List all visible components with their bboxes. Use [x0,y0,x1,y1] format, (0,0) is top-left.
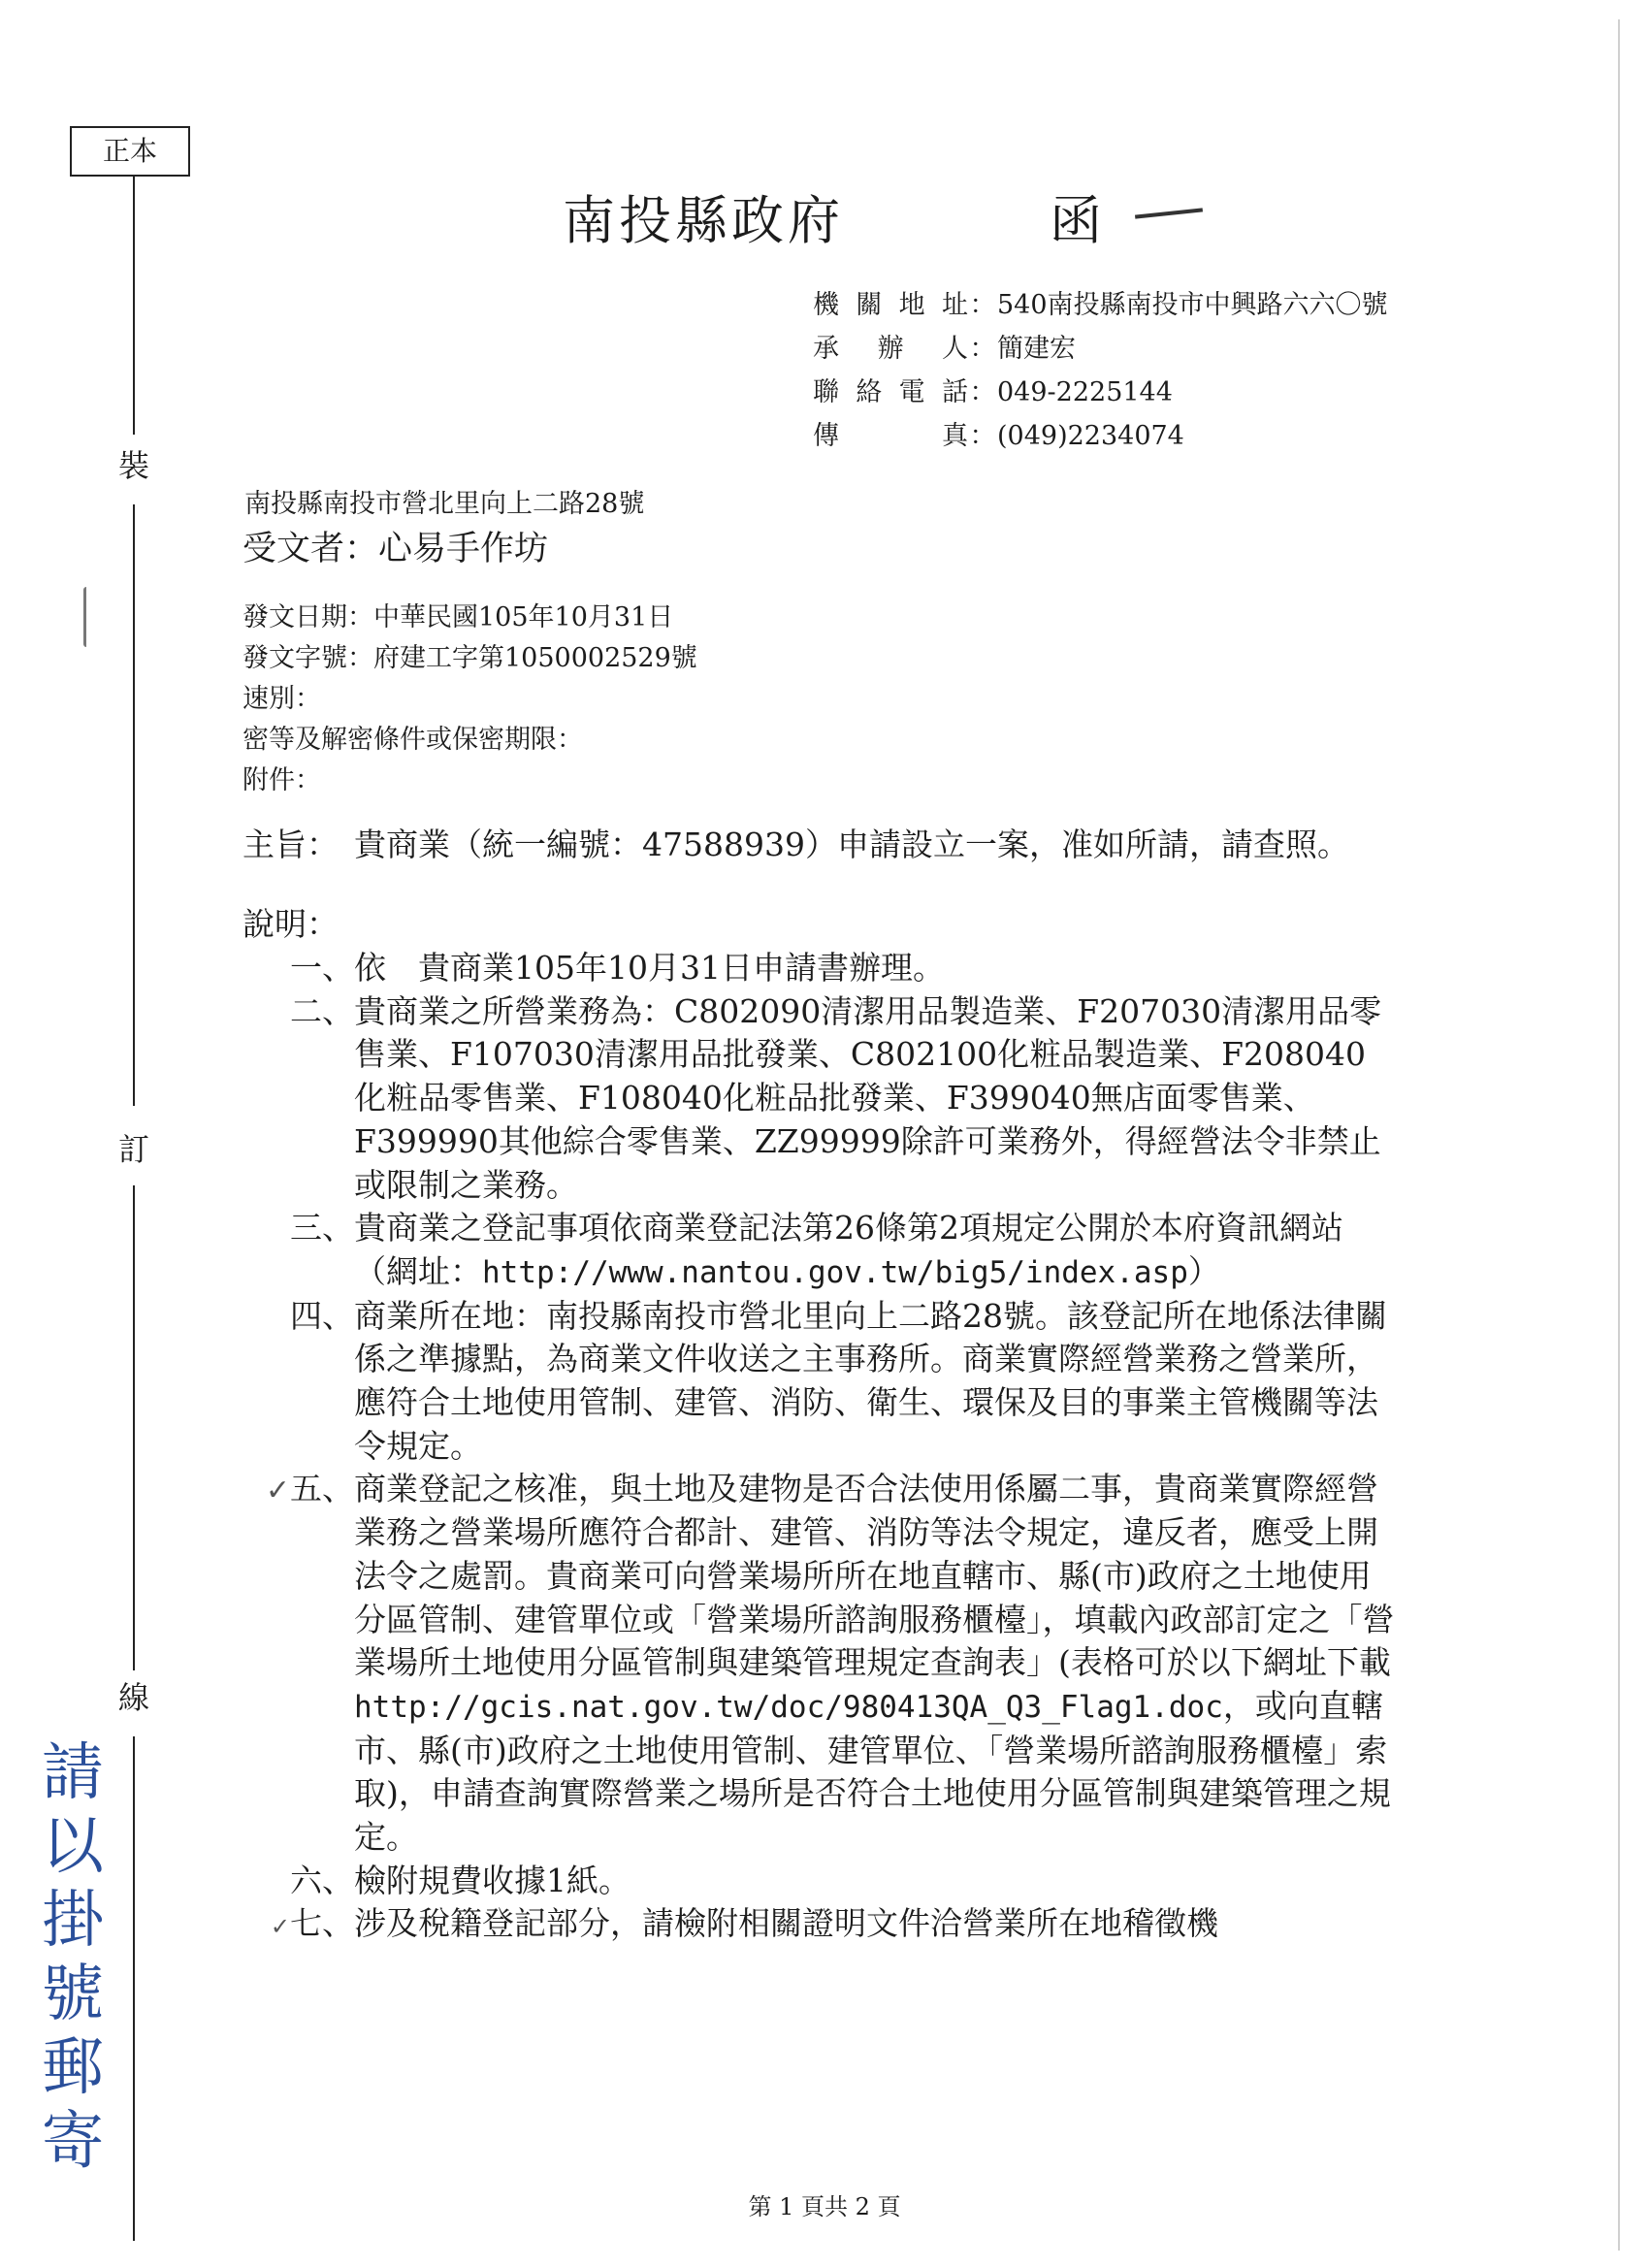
explanation-item: ✓五、 商業登記之核准，與土地及建物是否合法使用係屬二事，貴商業實際經營業務之營業場所應符合都計、建管、消防等法令規定，違反者，應受上開法令之處罰。貴商業可向營業場所所在地直轄市、縣(市)政府之土地使用分區管制、建管單位或「營業場所諮詢服務櫃檯」，填載內政部訂定之「營業場所土地使用分區管制與建築管理規定查詢表」(表格可於以下網址下載http://gcis.nat.gov.tw/doc/980413QA_Q3_Flag1.doc，或向直轄市、縣(市)政府之土地使用管制、建管單位、「營業場所諮詢服務櫃檯」索取)，申請查詢實際營業之場所是否符合土地使用分區管制與建築管理之規定。 [265,1470,1395,1857]
contact-label: 機 關 地 址 [813,290,968,320]
confidentiality: 密等及解密條件或保密期限： [242,725,583,755]
recipient-name: 受文者：心易手作坊 [242,530,549,568]
explanation-item: ✓七、 涉及稅籍登記部分，請檢附相關證明文件洽營業所在地稽徵機 [270,1904,1218,1943]
subject-label: 主旨： [242,826,339,863]
website-link[interactable]: http://www.nantou.gov.tw/big5/index.asp [482,1254,1188,1290]
explanation-item: 六、 檢附規費收據1紙。 [290,1861,630,1899]
binding-mark-xian: 線 [117,1679,149,1716]
explanation-item: 一、 依 貴商業105年10月31日申請書辦理。 [290,949,945,987]
contact-label: 聯 絡 電 話 [813,377,968,407]
urgency: 速別： [242,684,321,714]
page-edge [1618,19,1620,2251]
pen-stroke [1135,208,1203,218]
contact-fax: 傳 真 ： (049)2234074 [813,414,1388,458]
explanation-label: 說明： [242,905,339,943]
document-body [242,823,1397,1949]
subject [242,823,1397,867]
subject-text: 貴商業（統一編號：47588939）申請設立一案，准如所請，請查照。 [354,826,1349,863]
attachments: 附件： [242,765,321,795]
contact-value: 540南投縣南投市中興路六六〇號 [997,290,1388,320]
binding-mark-ding: 訂 [117,1131,149,1168]
agency-title: 南投縣政府 [563,190,844,251]
contact-phone: 聯 絡 電 話 ： 049-2225144 [813,371,1388,414]
contact-value: 簡建宏 [997,334,1076,364]
contact-value: 049-2225144 [997,377,1173,407]
form-download-link[interactable]: http://gcis.nat.gov.tw/doc/980413QA_Q3_Flag1.doc [354,1689,1223,1725]
binding-mark-zhuang: 裝 [117,447,149,484]
binding-line [133,1736,135,2241]
copy-label: 正本 [70,126,190,177]
check-mark: ✓ [265,1474,290,1508]
document-type: 函 [1050,190,1102,251]
contact-address: 機 關 地 址 ： 540南投縣南投市中興路六六〇號 [813,283,1388,327]
explanation-item: 四、 商業所在地：南投縣南投市營北里向上二路28號。該登記所在地係法律關係之準據點，為商業文件收送之主事務所。商業實際經營業務之營業所，應符合土地使用管制、建管、消防、衛生、環保及目的事業主管機關等法令規定。 [290,1296,1387,1465]
binding-line [133,1185,135,1670]
contact-value: (049)2234074 [997,421,1184,451]
binding-line [133,175,135,435]
document-meta [242,598,697,801]
binding-line [133,504,135,1106]
recipient-address: 南投縣南投市營北里向上二路28號 [244,489,645,519]
check-mark: ✓ [270,1913,290,1941]
contact-officer: 承 辦 人 ： 簡建宏 [813,327,1388,371]
issue-date: 發文日期：中華民國105年10月31日 [242,602,674,632]
document-number: 發文字號：府建工字第1050002529號 [242,643,697,673]
contact-label: 傳 真 [813,421,968,451]
contact-block [813,283,1388,458]
explanation-item: 二、 貴商業之所營業務為：C802090清潔用品製造業、F207030清潔用品零售業、F107030清潔用品批發業、C802100化粧品製造業、F208040化粧品零售業、F108040化粧品批發業、F399040無店面零售業、F399990其他綜合零售業、ZZ99999除許可業務外，得經營法令非禁止或限制之業務。 [290,991,1382,1204]
pencil-mark [83,587,92,647]
contact-label: 承 辦 人 [813,334,968,364]
registered-mail-stamp: 請以掛號郵寄 [42,1737,104,2178]
explanation-item: 三、 貴商業之登記事項依商業登記法第26條第2項規定公開於本府資訊網站（網址：http://www.nantou.gov.tw/big5/index.asp） [290,1209,1343,1290]
page-number: 第 1 頁共 2 頁 [748,2193,901,2220]
